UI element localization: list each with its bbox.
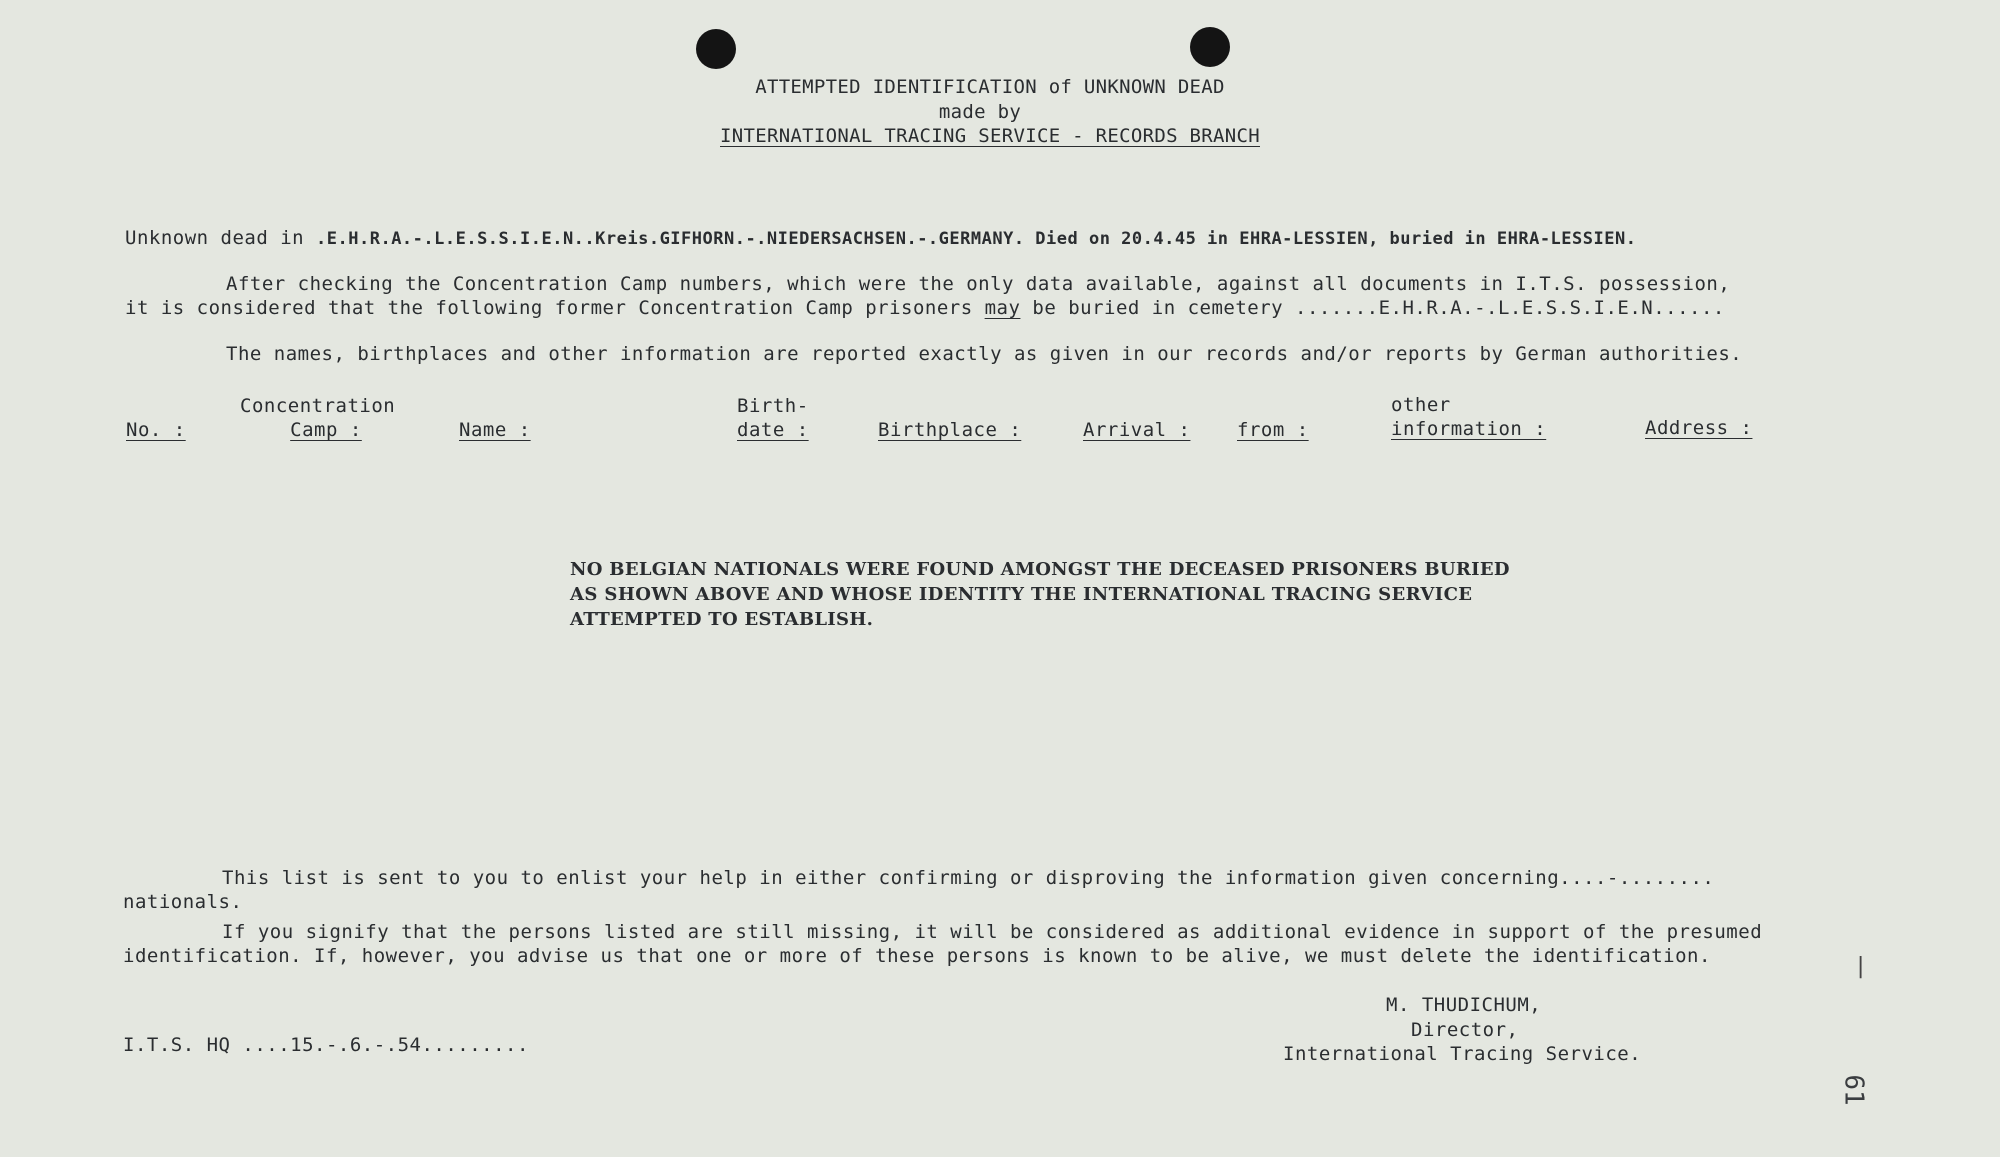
unknown-dead-location: .E.H.R.A.-.L.E.S.S.I.E.N..Kreis.GIFHORN.-.NIEDERSACHSEN.-.GERMANY. Died on 20.4.45 in EHRA-LESSIEN, buried in EHRA-LESSIEN.	[316, 229, 1637, 249]
document-title: ATTEMPTED IDENTIFICATION of UNKNOWN DEAD	[755, 76, 1225, 98]
page-number: 61	[1838, 1074, 1869, 1106]
notice-line-2: AS SHOWN ABOVE AND WHOSE IDENTITY THE INTERNATIONAL TRACING SERVICE	[570, 584, 1473, 605]
col-camp-bottom: Camp :	[290, 419, 362, 441]
cemetery-name: be buried in cemetery .......E.H.R.A.-.L.E.S.S.I.E.N......	[1020, 297, 1725, 319]
notice-line-3: ATTEMPTED TO ESTABLISH.	[570, 609, 874, 630]
signer-name: M. THUDICHUM,	[1386, 994, 1542, 1016]
made-by-line: made by	[938, 101, 1022, 123]
col-name: Name :	[459, 419, 531, 441]
unknown-dead-line	[125, 227, 1636, 249]
its-hq-date: I.T.S. HQ ....15.-.6.-.54.........	[123, 1034, 529, 1056]
checking-line-1: After checking the Concentration Camp numbers, which were the only data available, against all documents in I.T.S. possession,	[226, 273, 1731, 295]
col-other-bottom: information :	[1391, 418, 1547, 440]
may-word: may	[984, 297, 1021, 319]
col-no: No. :	[126, 419, 186, 441]
help-line-2: nationals.	[123, 891, 243, 913]
names-note: The names, birthplaces and other information are reported exactly as given in our records and/or reports by German authorities.	[226, 343, 1743, 365]
col-arrival: Arrival :	[1083, 419, 1191, 441]
margin-tick-mark: |	[1854, 954, 1868, 979]
col-from: from :	[1237, 419, 1309, 441]
col-birthdate-bottom: date :	[737, 419, 809, 441]
records-branch-line: INTERNATIONAL TRACING SERVICE - RECORDS BRANCH	[720, 125, 1260, 147]
missing-line-2: identification. If, however, you advise us that one or more of these persons is known to be alive, we must delete the identification.	[123, 945, 1711, 967]
checking-line-2	[125, 297, 1725, 319]
signer-title: Director,	[1411, 1019, 1519, 1041]
col-birthplace: Birthplace :	[878, 419, 1022, 441]
help-line-1: This list is sent to you to enlist your help in either confirming or disproving the information given concerning....-........	[222, 867, 1715, 889]
checking-line-2-start: it is considered that the following former Concentration Camp prisoners	[125, 297, 985, 319]
col-camp-top: Concentration	[240, 395, 396, 417]
missing-line-1: If you signify that the persons listed are still missing, it will be considered as additional evidence in support of the presumed	[222, 921, 1763, 943]
unknown-dead-label: Unknown dead in	[125, 227, 305, 249]
signer-organization: International Tracing Service.	[1283, 1043, 1642, 1065]
notice-line-1: NO BELGIAN NATIONALS WERE FOUND AMONGST THE DECEASED PRISONERS BURIED	[570, 559, 1510, 580]
punch-hole-right	[1190, 27, 1230, 67]
col-other-top: other	[1391, 394, 1451, 416]
punch-hole-left	[696, 29, 736, 69]
col-birthdate-top: Birth-	[737, 395, 809, 417]
col-address: Address :	[1645, 417, 1753, 439]
